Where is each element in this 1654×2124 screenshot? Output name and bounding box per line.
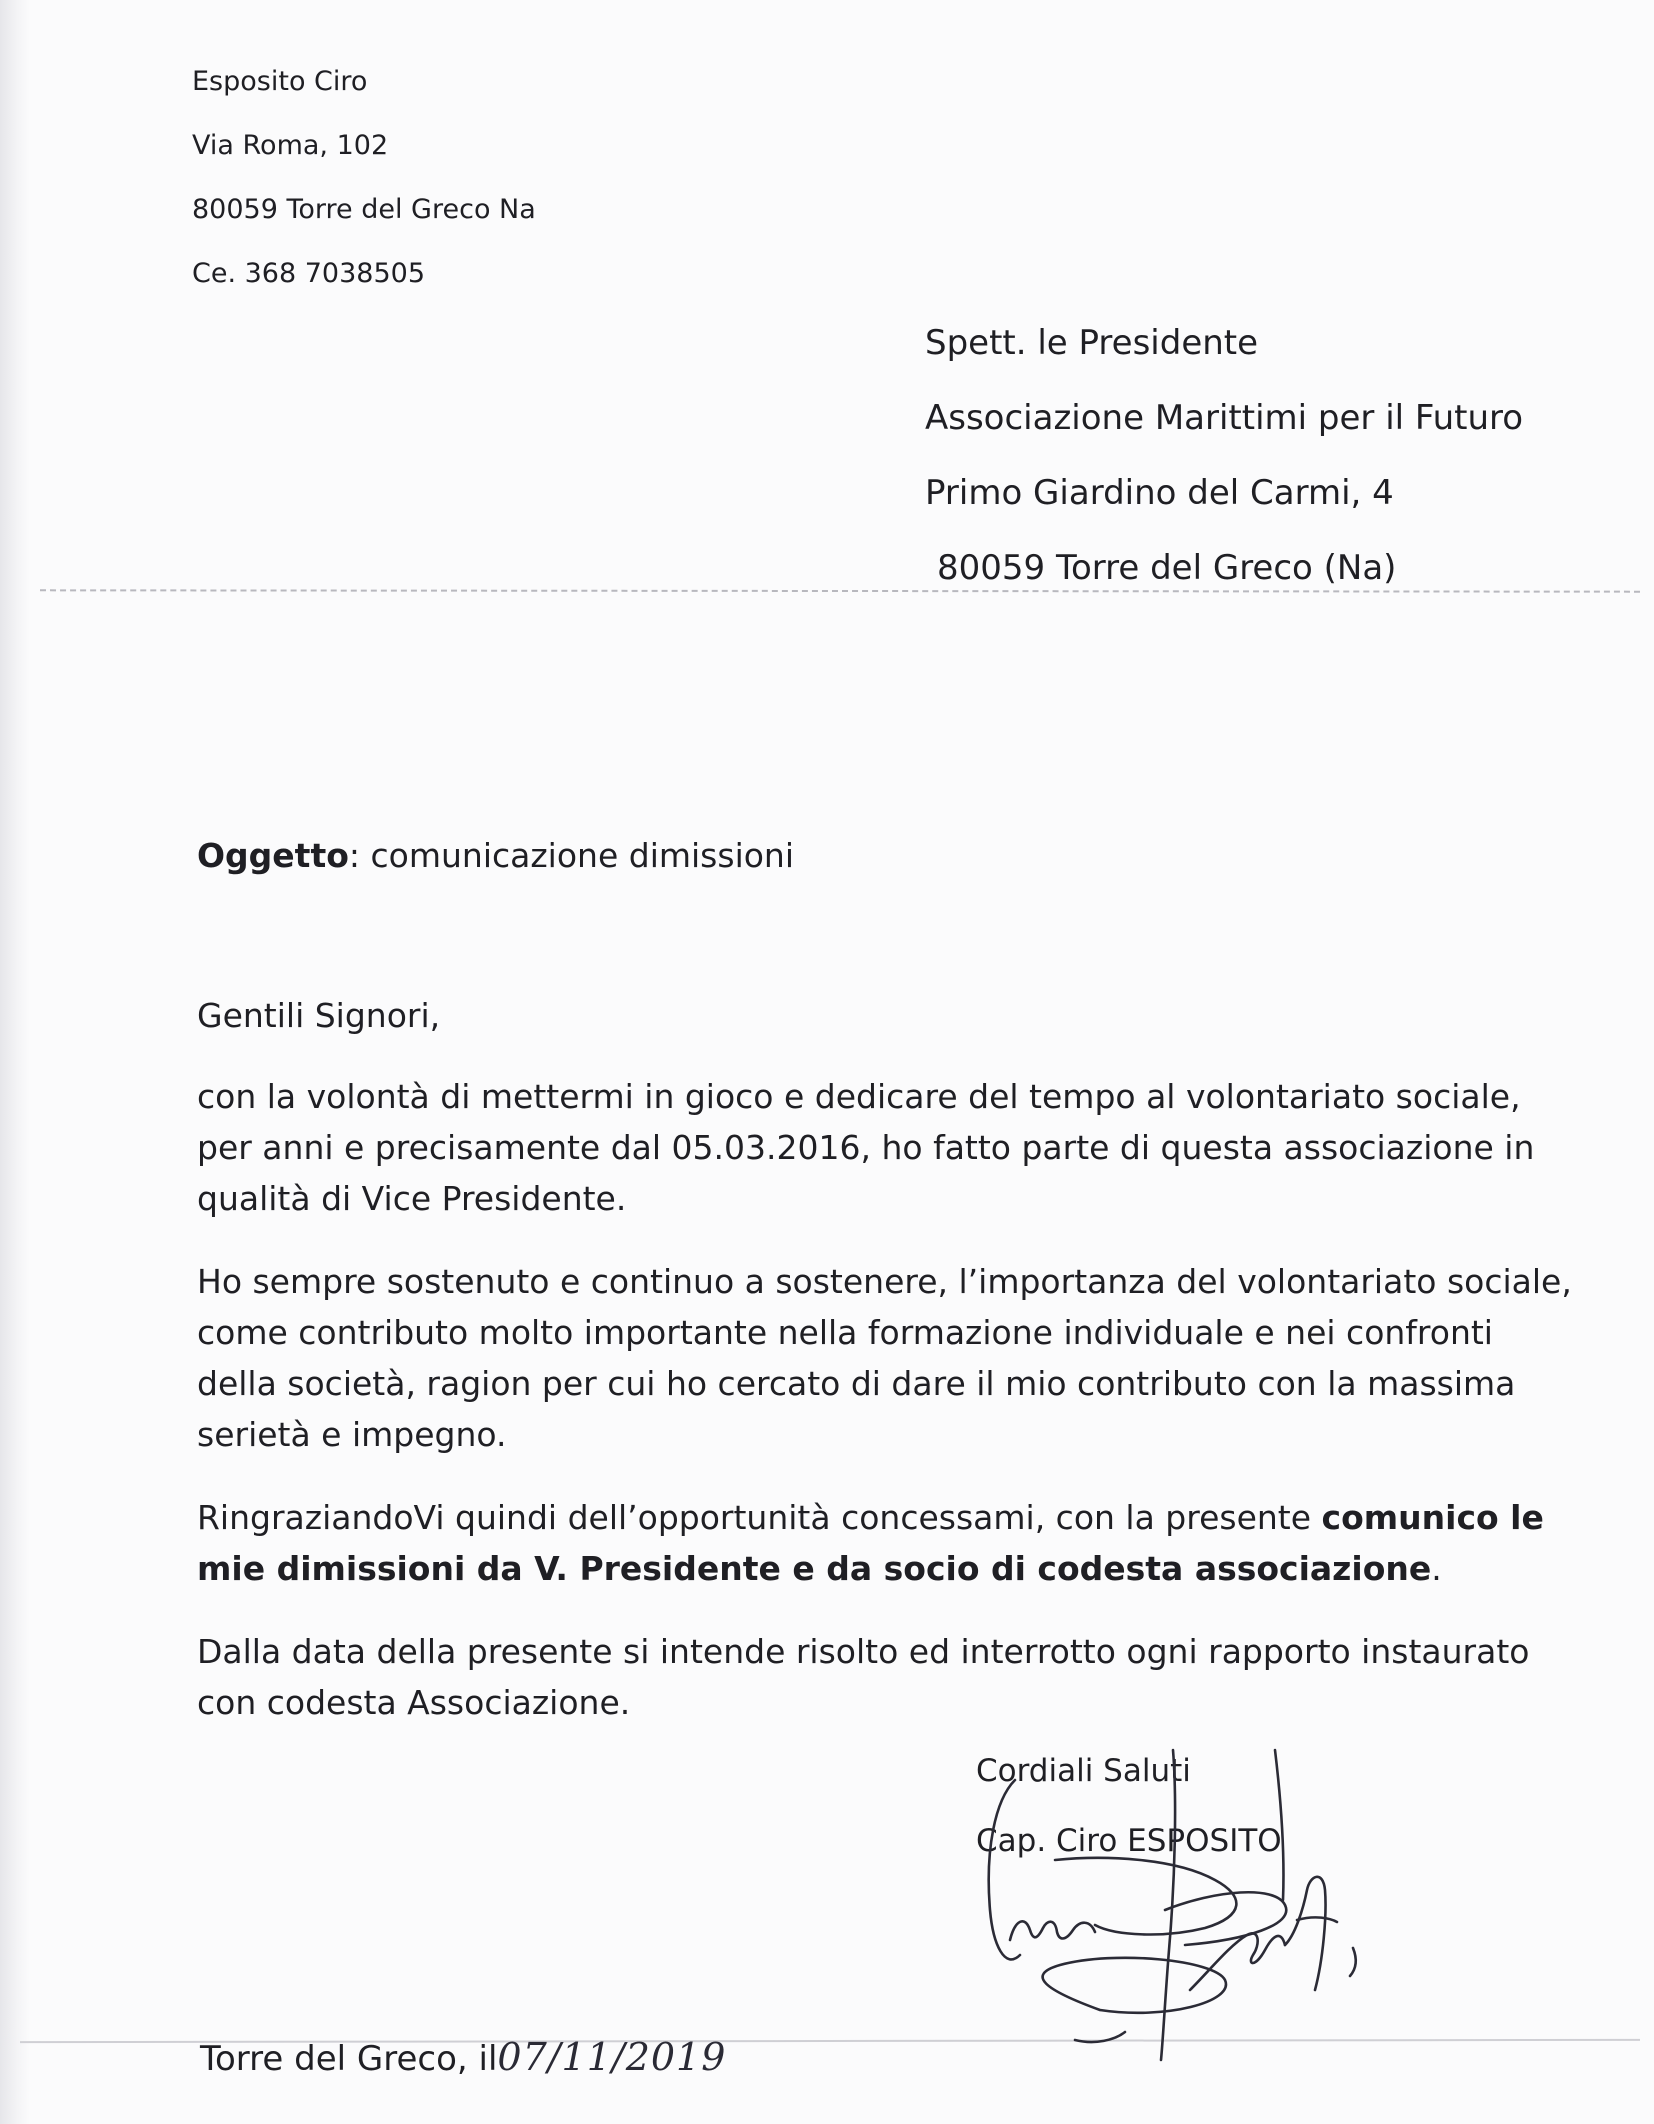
sender-block (192, 50, 536, 306)
scan-edge-shadow (0, 0, 30, 2124)
paragraph-3-intro: RingraziandoVi quindi dell’opportunità concessami, con la presente (197, 1498, 1322, 1537)
sender-city: 80059 Torre del Greco Na (192, 194, 536, 225)
signer-name: Cap. Ciro ESPOSITO (976, 1823, 1282, 1859)
paragraph-3 (197, 1492, 1577, 1594)
paragraph-3-end: . (1431, 1549, 1442, 1588)
handwritten-date: 07/11/2019 (497, 2035, 727, 2079)
recipient-salutation: Spett. le Presidente (925, 323, 1259, 363)
closing-salutation: Cordiali Saluti (976, 1753, 1191, 1789)
recipient-city: 80059 Torre del Greco (Na) (937, 548, 1397, 588)
sender-name: Esposito Ciro (192, 66, 368, 97)
date-place: Torre del Greco, il (200, 2039, 498, 2079)
handwritten-signature (985, 1740, 1405, 2070)
recipient-street: Primo Giardino del Carmi, 4 (925, 473, 1394, 513)
paragraph-4: Dalla data della presente si intende risolto ed interrotto ogni rapporto instaurato con codesta Associazione. (197, 1632, 1530, 1722)
paragraph-3-resignation: comunico le mie dimissioni da V. Presidente e da socio di codesta associazione (197, 1498, 1544, 1588)
recipient-block (925, 306, 1523, 606)
subject-line (197, 836, 794, 875)
recipient-organization: Associazione Marittimi per il Futuro (925, 398, 1524, 438)
paragraph-1: con la volontà di mettermi in gioco e dedicare del tempo al volontariato sociale, per anni e precisamente dal 05.03.2016, ho fatto parte di questa associazione in qualità di Vice Presidente. (197, 1077, 1535, 1218)
greeting: Gentili Signori, (197, 996, 441, 1035)
date-line (200, 2035, 726, 2079)
letter-body (197, 990, 1577, 1760)
sender-phone: Ce. 368 7038505 (192, 258, 425, 289)
subject-separator: : (348, 836, 371, 875)
sender-street: Via Roma, 102 (192, 130, 389, 161)
paragraph-2: Ho sempre sostenuto e continuo a sostenere, l’importanza del volontariato sociale, come contributo molto importante nella formazione individuale e nei confronti della società, ragion per cui ho cercato di dare il mio contributo con la massima serietà e impegno. (197, 1262, 1572, 1454)
subject-text: comunicazione dimissioni (370, 836, 795, 875)
subject-label: Oggetto (197, 836, 349, 875)
